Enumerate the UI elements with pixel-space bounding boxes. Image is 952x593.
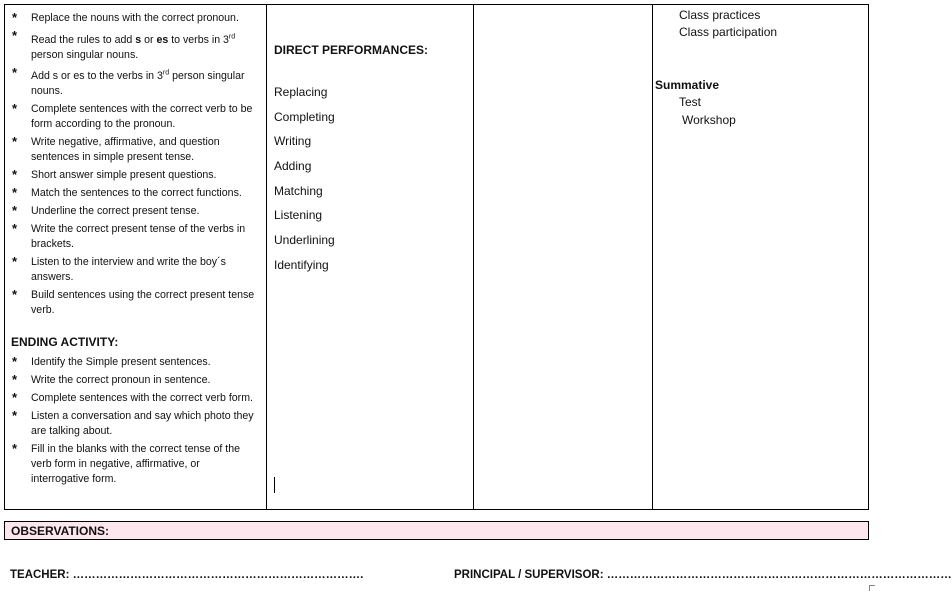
ending-activity-item: [11, 442, 260, 487]
activity-text: Listen to the interview and write the boy´s answers.: [31, 256, 226, 284]
bullet-asterisk: *: [12, 390, 18, 406]
performance-item: Matching: [274, 183, 323, 198]
activity-text: Fill in the blanks with the correct tense of the verb form in negative, affirmative, or interrogative form.: [31, 443, 241, 486]
teacher-signature-line: TEACHER: ………………………………………………………………….: [10, 569, 364, 581]
text-cursor[interactable]: [274, 477, 275, 493]
activity-item: [11, 168, 260, 183]
bullet-asterisk: *: [12, 203, 18, 219]
performance-item: Writing: [274, 134, 312, 149]
bullet-asterisk: *: [12, 254, 18, 270]
activity-text: Replace the nouns with the correct pronoun.: [31, 12, 239, 24]
activity-text: Write the correct present tense of the verbs in brackets.: [31, 223, 246, 251]
activity-text: Complete sentences with the correct verb to be form according to the pronoun.: [31, 103, 253, 131]
class-practices-text: Class practices: [679, 8, 761, 22]
principal-signature-line: PRINCIPAL / SUPERVISOR: ………………………………………………………………………………: [454, 569, 952, 581]
activity-text: Read the rules to add s or es to verbs in 3rd person singular nouns.: [31, 33, 236, 61]
activity-text: Underline the correct present tense.: [31, 205, 200, 218]
ending-activities-list: [11, 355, 260, 487]
ending-activity-item: [11, 373, 260, 388]
activity-item: [11, 29, 260, 63]
ending-activity-title: ENDING ACTIVITY:: [11, 335, 119, 350]
empty-column: [474, 5, 653, 509]
activity-item: [11, 102, 260, 132]
evaluation-column: [653, 5, 868, 509]
activity-item: [11, 186, 260, 201]
direct-performances-title: DIRECT PERFORMANCES:: [274, 43, 429, 57]
activity-item: [11, 66, 260, 100]
activity-item: [11, 222, 260, 252]
activity-text: Listen a conversation and say which photo they are talking about.: [31, 410, 254, 438]
activities-list: [11, 11, 260, 318]
bullet-asterisk: *: [12, 28, 18, 43]
performance-item: Adding: [274, 159, 312, 174]
bullet-asterisk: *: [12, 441, 18, 457]
performance-item: Identifying: [274, 257, 329, 272]
observations-label: OBSERVATIONS:: [11, 524, 110, 538]
activity-text: Match the sentences to the correct functions.: [31, 187, 242, 200]
performance-item: Underlining: [274, 233, 335, 248]
lesson-plan-table: [4, 4, 869, 510]
activity-text: Add s or es to the verbs in 3rd person singular nouns.: [31, 69, 245, 98]
bullet-asterisk: *: [12, 354, 18, 370]
activity-text: Write negative, affirmative, and question sentences in simple present tense.: [31, 136, 220, 164]
test-text: Test: [679, 95, 702, 109]
activity-text: Build sentences using the correct present tense verb.: [31, 289, 255, 317]
bullet-asterisk: *: [12, 408, 18, 424]
bullet-asterisk: *: [12, 10, 18, 25]
bullet-asterisk: *: [12, 167, 18, 183]
workshop-text: Workshop: [682, 113, 736, 127]
performances-list: [274, 85, 335, 283]
ending-activity-item: [11, 355, 260, 370]
bullet-asterisk: *: [12, 134, 18, 150]
activity-text: Short answer simple present questions.: [31, 169, 217, 182]
ending-activity-item: [11, 409, 260, 439]
page-corner-mark: [869, 585, 875, 591]
performance-item: Completing: [274, 109, 335, 124]
class-participation-text: Class participation: [679, 25, 778, 39]
activity-text: Identify the Simple present sentences.: [31, 356, 211, 369]
activities-column: [5, 5, 267, 509]
activity-item: [11, 204, 260, 219]
performance-item: Listening: [274, 208, 323, 223]
performance-item: Replacing: [274, 85, 328, 99]
summative-heading: Summative: [655, 78, 720, 92]
bullet-asterisk: *: [12, 101, 18, 117]
observations-bar[interactable]: [4, 521, 869, 540]
bullet-asterisk: *: [12, 287, 18, 303]
ending-activity-item: [11, 391, 260, 406]
activity-item: [11, 255, 260, 285]
bullet-asterisk: *: [12, 185, 18, 201]
activity-item: [11, 11, 260, 26]
bullet-asterisk: *: [12, 64, 18, 80]
bullet-asterisk: *: [12, 221, 18, 237]
activity-text: Complete sentences with the correct verb form.: [31, 392, 253, 405]
bullet-asterisk: *: [12, 372, 18, 388]
activity-item: [11, 135, 260, 165]
activity-text: Write the correct pronoun in sentence.: [31, 374, 211, 387]
activity-item: [11, 288, 260, 318]
performances-column: [267, 5, 474, 509]
